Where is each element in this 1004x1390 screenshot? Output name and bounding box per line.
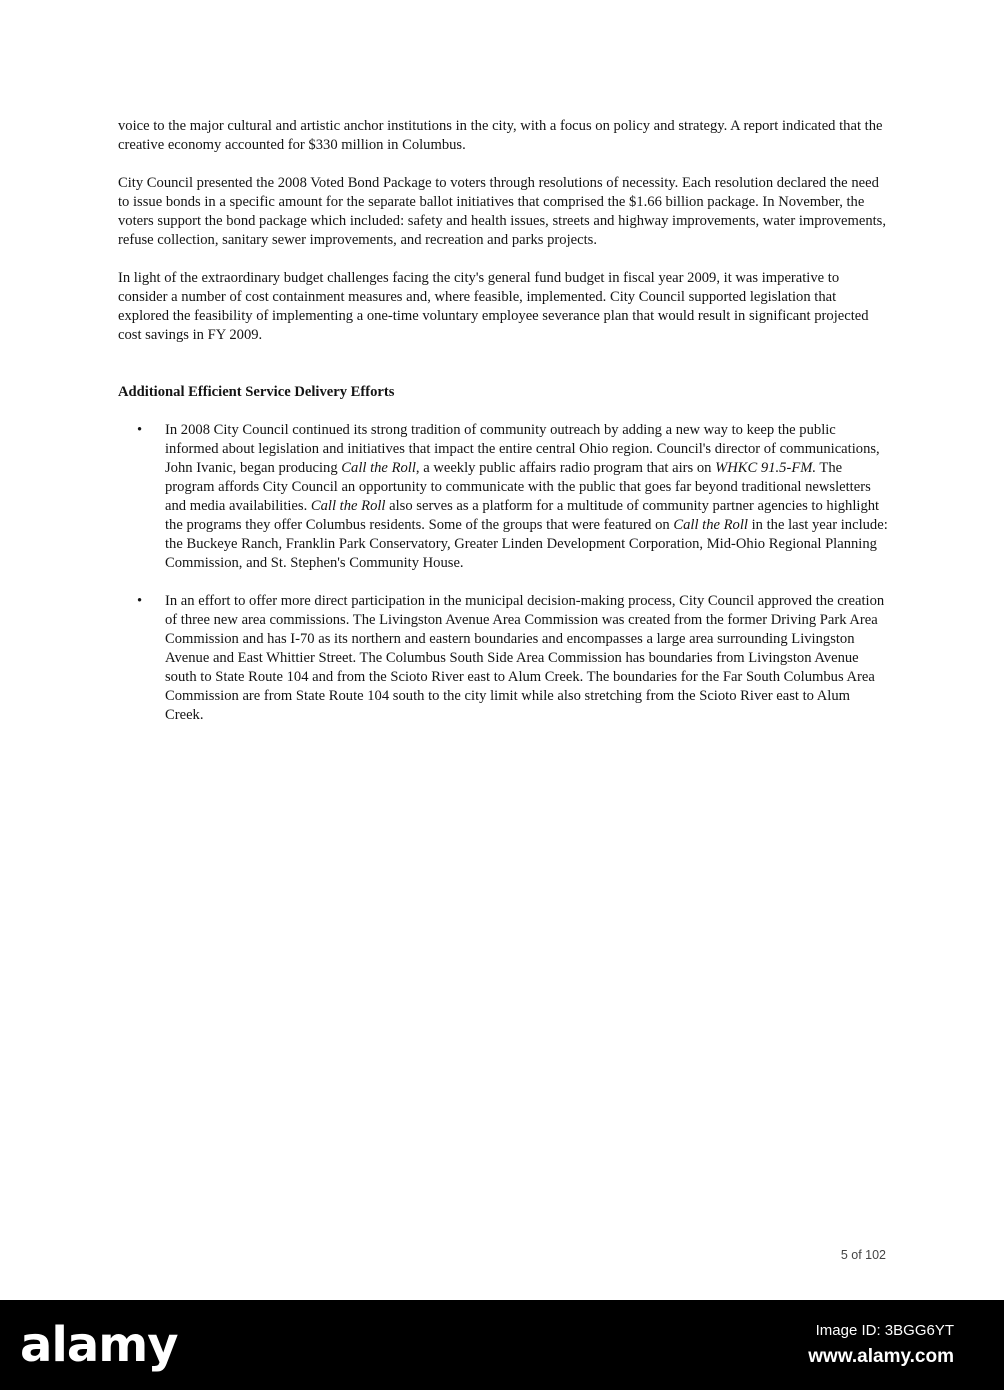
bullet-item-area-commissions (118, 592, 888, 725)
bullet-icon: • (137, 422, 143, 438)
bullet-item-call-the-roll (118, 421, 888, 573)
italic-program-name: Call the Roll (673, 517, 748, 533)
italic-program-name: Call the Roll (310, 498, 386, 514)
page-number: 5 of 102 (840, 1248, 886, 1262)
paragraph-bond-package: City Council presented the 2008 Voted Bond Package to voters through resolutions of necessity. Each resolution declared the need to issue bonds in a specific amount for the separate ballot initiatives that comprised the $1.66 billion package. In November, the voters support the bond package which included: safety and health issues, streets and highway improvements, water improvements, refuse collection, sanitary sewer improvements, and recreation and parks projects. (118, 175, 887, 248)
section-heading: Additional Efficient Service Delivery Efforts (118, 384, 395, 400)
bullet-text: In an effort to offer more direct participation in the municipal decision-making process, City Council approved the creation of three new area commissions. The Livingston Avenue Area Commission was created from the former Driving Park Area Commission and has I-70 as its northern and eastern boundaries and encompasses a large area surrounding Livingston Avenue and East Whittier Street. The Columbus South Side Area Commission has boundaries from Livingston Avenue south to State Route 104 and from the Scioto River east to Alum Creek. The boundaries for the Far South Columbus Area Commission are from State Route 104 south to the city limit while also stretching from the Scioto River east to Alum Creek. (165, 593, 885, 723)
bullet-list (118, 421, 888, 725)
paragraph-creative-economy: voice to the major cultural and artistic anchor institutions in the city, with a focus on policy and strategy. A report indicated that the creative economy accounted for $330 million in Columbus. (118, 118, 883, 153)
bullet-icon: • (137, 593, 143, 609)
document-body (118, 117, 888, 744)
alamy-logo: alamy (20, 1317, 178, 1373)
image-id-label: Image ID: 3BGG6YT (815, 1322, 954, 1339)
italic-station-name: WHKC 91.5-FM. (715, 460, 817, 476)
bullet-text: In 2008 City Council continued its strong tradition of community outreach by adding a new way to keep the public informed about legislation and initiatives that impact the entire central Ohio region. Council's director of communications, John Ivanic, began producing Call the Roll, a weekly public affairs radio program that airs on WHKC 91.5-FM. The program affords City Council an opportunity to communicate with the public that goes far beyond traditional newsletters and media availabilities. Call the Roll also serves as a platform for a multitude of community partner agencies to highlight the programs they offer Columbus residents. Some of the groups that were featured on Call the Roll in the last year include: the Buckeye Ranch, Franklin Park Conservatory, Greater Linden Development Corporation, Mid-Ohio Regional Planning Commission, and St. Stephen's Community House. (165, 422, 888, 571)
site-url: www.alamy.com (808, 1346, 954, 1367)
italic-program-name: Call the Roll (341, 460, 416, 476)
paragraph-budget-challenges: In light of the extraordinary budget challenges facing the city's general fund budget in fiscal year 2009, it was imperative to consider a number of cost containment measures and, where feasible, implemented. City Council supported legislation that explored the feasibility of implementing a one-time voluntary employee severance plan that would result in significant projected cost savings in FY 2009. (118, 270, 869, 343)
